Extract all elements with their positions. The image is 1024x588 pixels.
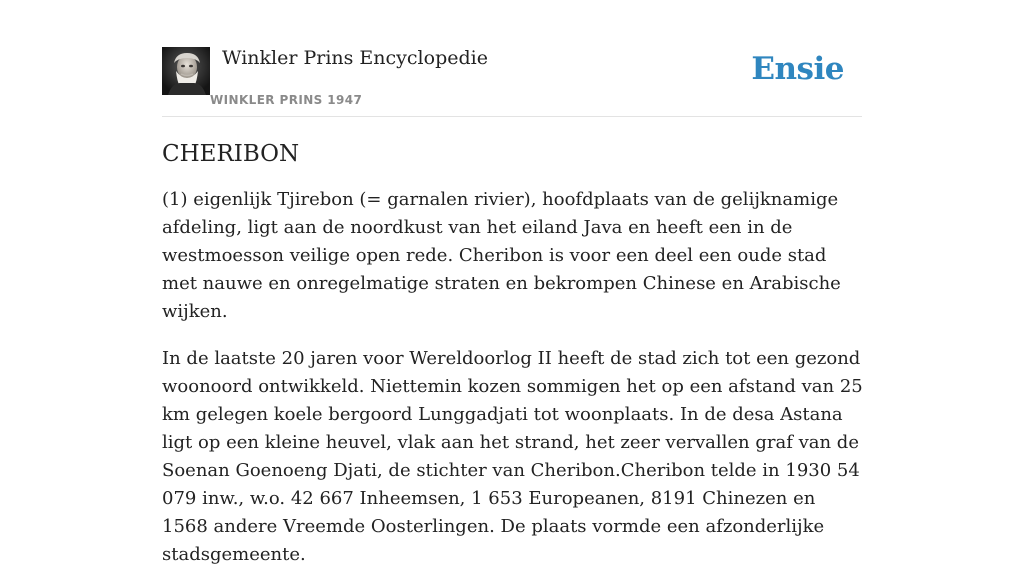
author-portrait-icon	[162, 47, 210, 95]
article	[162, 136, 864, 588]
article-paragraph: In de laatste 20 jaren voor Wereldoorlog II heeft de stad zich tot een gezond woonoord ontwikkeld. Niettemin kozen sommigen het op een afstand van 25 km gelegen koele bergoord Lunggadjati tot woonplaats. In de desa Astana ligt op een kleine heuvel, vlak aan het strand, het zeer vervallen graf van de Soenan Goenoeng Djati, de stichter van Cheribon.Cheribon telde in 1930 54 079 inw., w.o. 42 667 Inheemsen, 1 653 Europeanen, 8191 Chinezen en 1568 andere Vreemde Oosterlingen. De plaats vormde een afzonderlijke stadsgemeente.	[162, 348, 863, 565]
ensie-logo[interactable]: Ensie	[751, 51, 844, 87]
article-title: CHERIBON	[162, 141, 300, 167]
site-title[interactable]: Winkler Prins Encyclopedie	[222, 47, 488, 69]
article-paragraph: (1) eigenlijk Tjirebon (= garnalen rivier), hoofdplaats van de gelijknamige afdeling, ligt aan de noordkust van het eiland Java en heeft een in de westmoesson veilige open rede. Cheribon is voor een deel een oude stad met nauwe en onregelmatige straten en bekrompen Chinese en Arabische wijken.	[162, 189, 841, 322]
edition-label: WINKLER PRINS 1947	[210, 93, 363, 107]
site-header	[162, 46, 862, 117]
